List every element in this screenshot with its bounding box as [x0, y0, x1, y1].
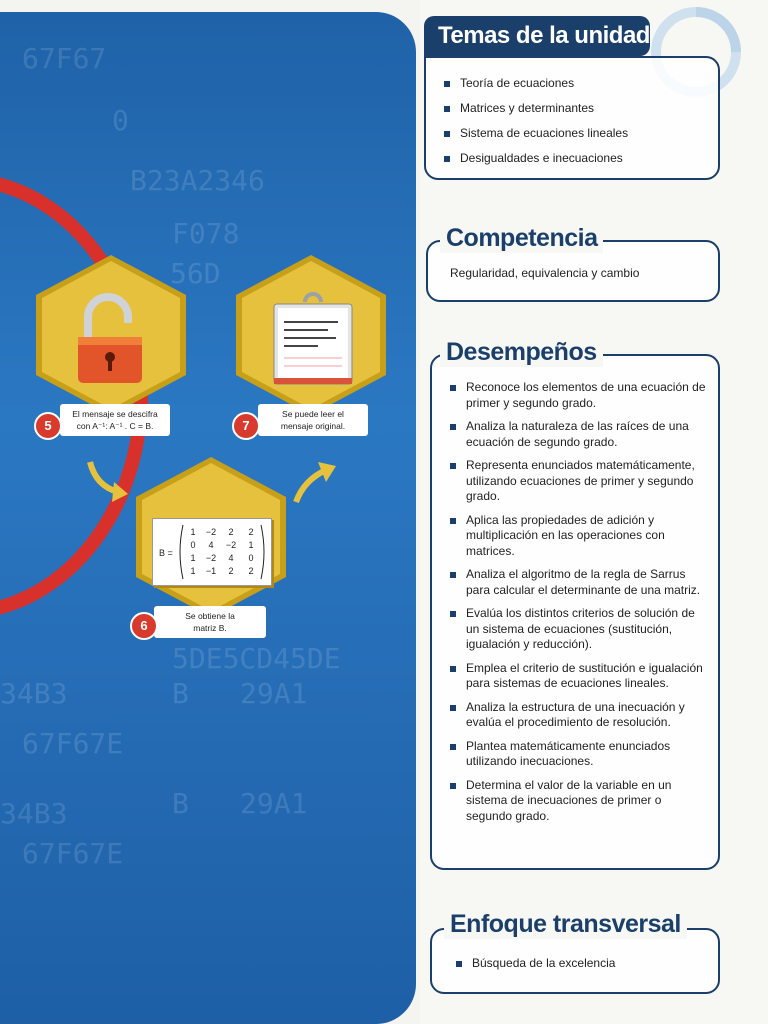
matrix-cell: 2 [248, 566, 254, 576]
list-item: Matrices y determinantes [442, 101, 628, 117]
enfoque-title: Enfoque transversal [444, 910, 687, 939]
matrix-cell: −2 [205, 553, 217, 563]
arrow-down-right-icon [84, 456, 134, 506]
bg-code-text: B [172, 787, 189, 820]
list-item: Analiza el algoritmo de la regla de Sarrus para calcular el determinante de una matriz. [448, 567, 706, 598]
matrix-cell: −2 [225, 540, 237, 550]
matrix-cell: 0 [248, 553, 254, 563]
list-item: Determina el valor de la variable en un sistema de inecuaciones de primer o segundo grado. [448, 778, 706, 825]
competencia-text: Regularidad, equivalencia y cambio [450, 266, 640, 280]
notepad-icon [268, 286, 358, 386]
list-item: Teoría de ecuaciones [442, 76, 628, 92]
step5-line1: El mensaje se descifra [72, 409, 158, 419]
step6-caption [154, 606, 266, 638]
list-item: Búsqueda de la excelencia [454, 956, 615, 972]
matrix-cell: 1 [248, 540, 254, 550]
step6-line2: matriz B. [193, 623, 227, 633]
matrix-b [153, 519, 271, 585]
arrow-up-right-icon [290, 456, 340, 506]
enfoque-list [454, 956, 615, 972]
bg-code-text: 67F67 [22, 42, 107, 75]
step6-line1: Se obtiene la [185, 611, 235, 621]
matrix-cell: 1 [190, 527, 196, 537]
bg-code-text: 29A1 [240, 677, 308, 710]
matrix-cell: 2 [228, 527, 234, 537]
bg-code-text: 34B3 [0, 797, 68, 830]
topics-box [424, 56, 720, 180]
list-item: Plantea matemáticamente enunciados utilizando inecuaciones. [448, 739, 706, 770]
step7-line1: Se puede leer el [282, 409, 344, 419]
list-item: Evalúa los distintos criterios de solución de un sistema de ecuaciones (sustitución, igualación y reducción). [448, 606, 706, 653]
matrix-cell: 4 [208, 540, 214, 550]
list-item: Emplea el criterio de sustitución e igualación para sistemas de ecuaciones lineales. [448, 661, 706, 692]
list-item: Sistema de ecuaciones lineales [442, 126, 628, 142]
matrix-cell: 0 [190, 540, 196, 550]
step6-badge: 6 [130, 612, 158, 640]
matrix-cell: 4 [228, 553, 234, 563]
matrix-cell: 1 [190, 553, 196, 563]
list-item: Aplica las propiedades de adición y multiplicación en las operaciones con matrices. [448, 513, 706, 560]
bg-code-text: F078 [172, 217, 240, 250]
matrix-cell: −2 [205, 527, 217, 537]
step5-badge: 5 [34, 412, 62, 440]
matrix-card [152, 518, 272, 586]
bg-code-text: B23A2346 [130, 164, 265, 197]
bg-code-text: 67F67E [22, 837, 124, 870]
competencia-title: Competencia [440, 224, 603, 253]
bg-code-text: 56D [170, 257, 221, 290]
topics-header [424, 16, 650, 56]
desempenos-title: Desempeños [440, 338, 603, 367]
list-item: Analiza la estructura de una inecuación y evalúa el procedimiento de resolución. [448, 700, 706, 731]
list-item: Analiza la naturaleza de las raíces de una ecuación de segundo grado. [448, 419, 706, 450]
matrix-cell: 2 [228, 566, 234, 576]
list-item: Desigualdades e inecuaciones [442, 151, 628, 167]
topics-title: Temas de la unidad [438, 22, 650, 49]
padlock-icon [70, 287, 150, 387]
bg-code-text: 34B3 [0, 677, 68, 710]
matrix-label: B = [159, 548, 173, 558]
matrix-cell: −1 [205, 566, 217, 576]
desempenos-list [448, 380, 706, 824]
step5-line2: con A⁻¹: A⁻¹ . C = B. [76, 421, 154, 431]
list-item: Reconoce los elementos de una ecuación de primer y segundo grado. [448, 380, 706, 411]
bg-code-text: 5DE5CD45DE [172, 642, 341, 675]
illustration-panel [0, 12, 416, 1024]
step7-caption [258, 404, 368, 436]
bg-code-text: 67F67E [22, 727, 124, 760]
topics-list [442, 76, 628, 167]
bg-code-text: 0 [112, 104, 129, 137]
matrix-cell: 1 [190, 566, 196, 576]
matrix-cell: 2 [248, 527, 254, 537]
desempenos-box [430, 354, 720, 870]
step7-line2: mensaje original. [280, 421, 346, 431]
bg-code-text: 29A1 [240, 787, 308, 820]
bg-code-text: B [172, 677, 189, 710]
list-item: Representa enunciados matemáticamente, utilizando ecuaciones de primer y segundo grado. [448, 458, 706, 505]
step5-caption [60, 404, 170, 436]
step7-badge: 7 [232, 412, 260, 440]
